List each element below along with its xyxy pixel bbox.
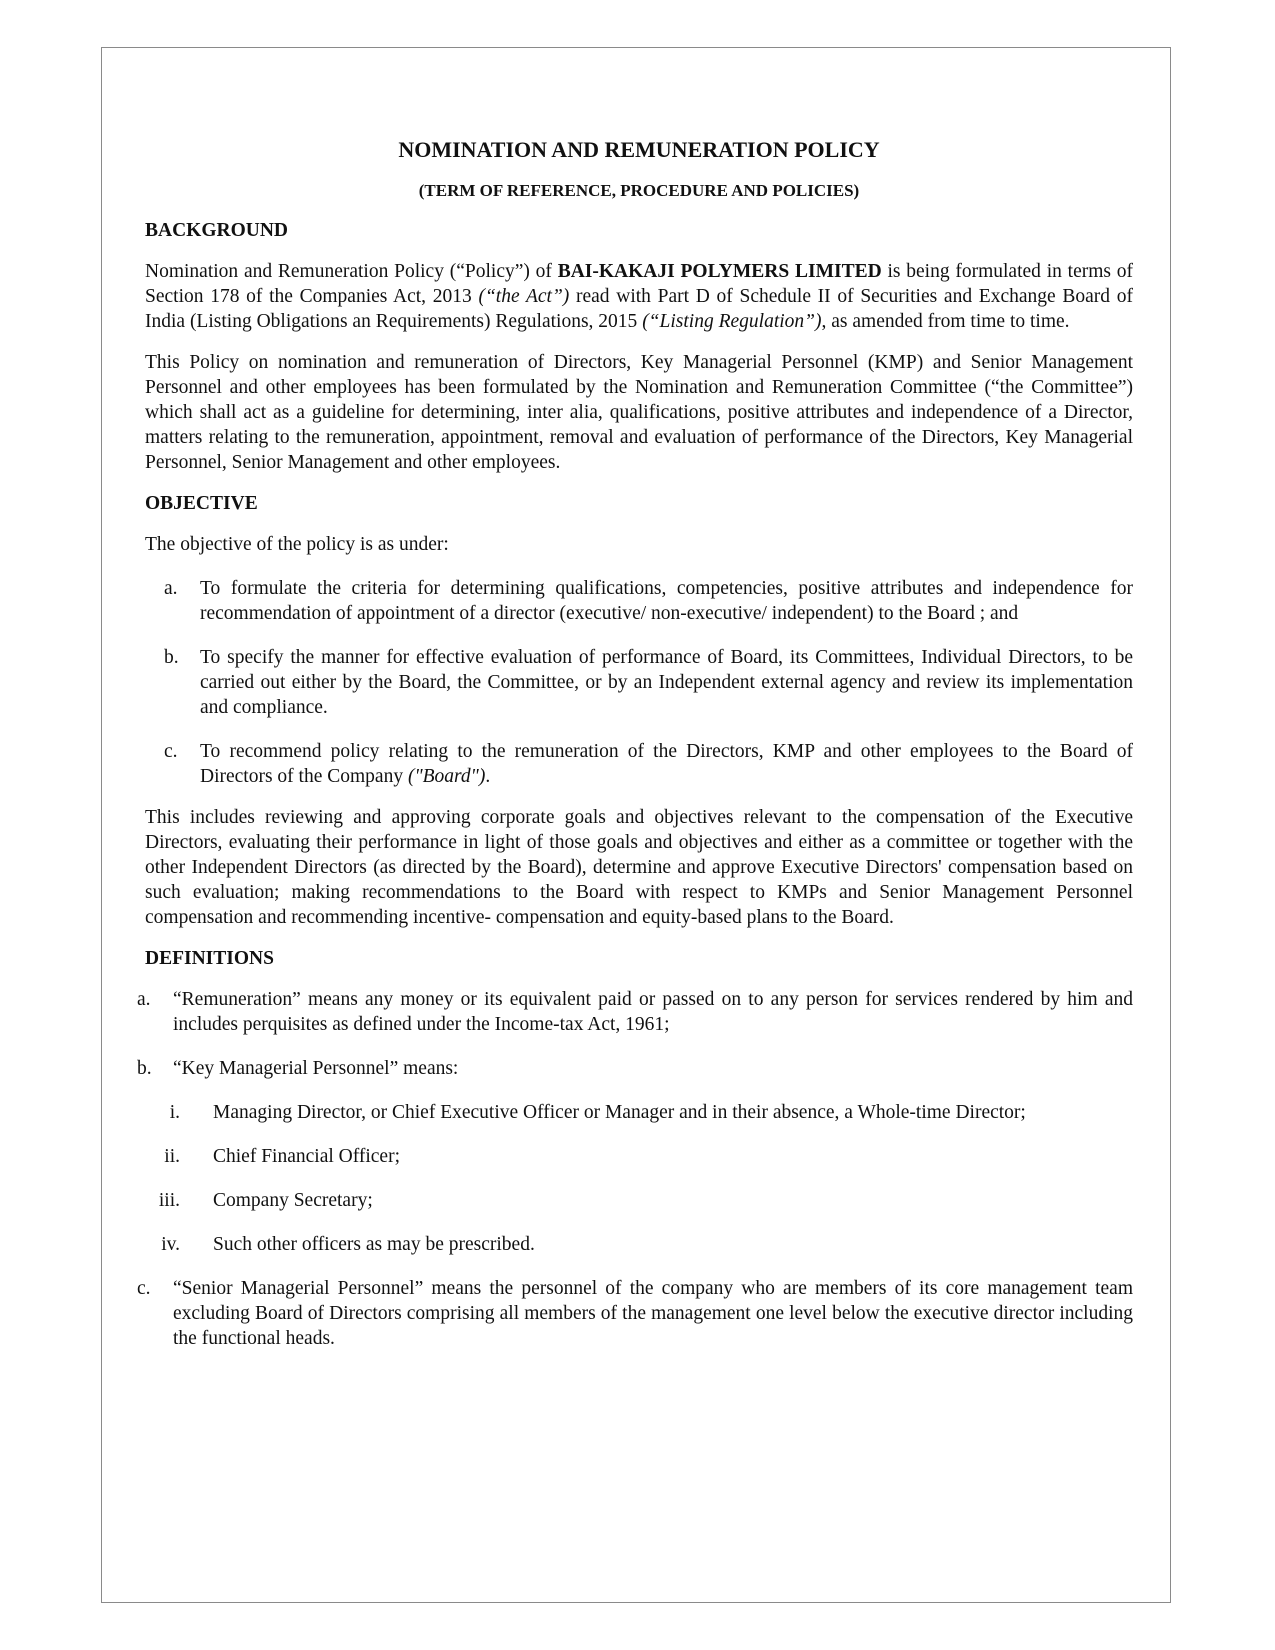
background-paragraph-1 <box>145 259 1133 334</box>
kmp-item-text: Company Secretary; <box>213 1190 373 1211</box>
background-text-2: is being formulated in terms of Section 178 of the Companies Act, 2013 <box>145 261 1133 307</box>
objective-item-text: To formulate the criteria for determining qualifications, competencies, positive attributes and independence for recommendation of appointment of a director (executive/ non-executive/ independent) to the Board ; and <box>200 578 1133 624</box>
definition-text: “Key Managerial Personnel” means: <box>173 1058 459 1079</box>
definitions-heading: DEFINITIONS <box>145 948 274 969</box>
objective-item <box>145 576 1133 626</box>
kmp-item-text: Chief Financial Officer; <box>213 1146 400 1167</box>
objective-list <box>145 576 1133 789</box>
objective-item-tail: . <box>485 766 491 787</box>
objective-intro: The objective of the policy is as under: <box>145 534 449 555</box>
kmp-sublist <box>145 1100 1133 1257</box>
list-marker: iii. <box>158 1190 180 1211</box>
background-paragraph-2: This Policy on nomination and remuneration of Directors, Key Managerial Personnel (KMP) and Senior Management Personnel and other employees has been formulated by the Nomination and Remuneration Committee (“the Committee”) which shall act as a guideline for determining, inter alia, qualifications, positive attributes and independence of a Director, matters relating to the remuneration, appointment, removal and evaluation of performance of the Directors, Key Managerial Personnel, Senior Management and other employees. <box>145 352 1133 473</box>
objective-item <box>145 739 1133 789</box>
background-text-1: Nomination and Remuneration Policy (“Policy”) of <box>145 261 558 282</box>
background-heading: BACKGROUND <box>145 220 289 241</box>
regulation-reference: (“Listing Regulation”) <box>642 311 822 332</box>
list-marker: c. <box>164 741 178 762</box>
objective-item <box>145 645 1133 720</box>
definition-item <box>137 1056 1133 1257</box>
list-marker: ii. <box>164 1146 180 1167</box>
definition-item <box>137 987 1133 1037</box>
kmp-item <box>145 1100 1133 1125</box>
list-marker: i. <box>169 1102 180 1123</box>
definitions-list <box>137 987 1133 1351</box>
kmp-item-text: Managing Director, or Chief Executive Officer or Manager and in their absence, a Whole-time Director; <box>213 1102 1026 1123</box>
objective-heading: OBJECTIVE <box>145 493 258 514</box>
list-marker: c. <box>137 1278 151 1299</box>
objective-item-text: To specify the manner for effective evaluation of performance of Board, its Committees, Individual Directors, to be carried out either by the Board, the Committee, or by an Independent external agency and review its implementation and compliance. <box>200 647 1133 718</box>
kmp-item <box>145 1232 1133 1257</box>
list-marker: b. <box>164 647 179 668</box>
definition-text: “Remuneration” means any money or its equivalent paid or passed on to any person for services rendered by him and includes perquisites as defined under the Income-tax Act, 1961; <box>173 989 1133 1035</box>
list-marker: a. <box>164 578 178 599</box>
kmp-item <box>145 1188 1133 1213</box>
kmp-item-text: Such other officers as may be prescribed. <box>213 1234 535 1255</box>
definition-text: “Senior Managerial Personnel” means the personnel of the company who are members of its core management team excluding Board of Directors comprising all members of the management one level below the executive director including the functional heads. <box>173 1278 1133 1349</box>
document-body <box>137 137 1133 1351</box>
background-text-3: read with Part D of Schedule II of Securities and Exchange Board of India (Listing Obligations an Requirements) Regulations, 2015 <box>145 286 1133 332</box>
background-text-4: , as amended from time to time. <box>821 311 1070 332</box>
board-reference: ("Board") <box>407 766 486 787</box>
company-name: BAI-KAKAJI POLYMERS LIMITED <box>557 261 882 282</box>
definition-item <box>137 1276 1133 1351</box>
objective-closing-paragraph: This includes reviewing and approving corporate goals and objectives relevant to the compensation of the Executive Directors, evaluating their performance in light of those goals and objectives and either as a committee or together with the other Independent Directors (as directed by the Board), determine and approve Executive Directors' compensation based on such evaluation; making recommendations to the Board with respect to KMPs and Senior Management Personnel compensation and recommending incentive- compensation and equity-based plans to the Board. <box>145 807 1133 928</box>
document-subtitle: (TERM OF REFERENCE, PROCEDURE AND POLICIES) <box>418 181 860 200</box>
list-marker: a. <box>137 989 151 1010</box>
kmp-item <box>145 1144 1133 1169</box>
objective-item-text: To recommend policy relating to the remuneration of the Directors, KMP and other employees to the Board of Directors of the Company <box>200 741 1133 787</box>
list-marker: iv. <box>161 1234 180 1255</box>
act-reference: (“the Act”) <box>478 286 570 307</box>
document-title: NOMINATION AND REMUNERATION POLICY <box>398 137 880 162</box>
list-marker: b. <box>137 1058 152 1079</box>
